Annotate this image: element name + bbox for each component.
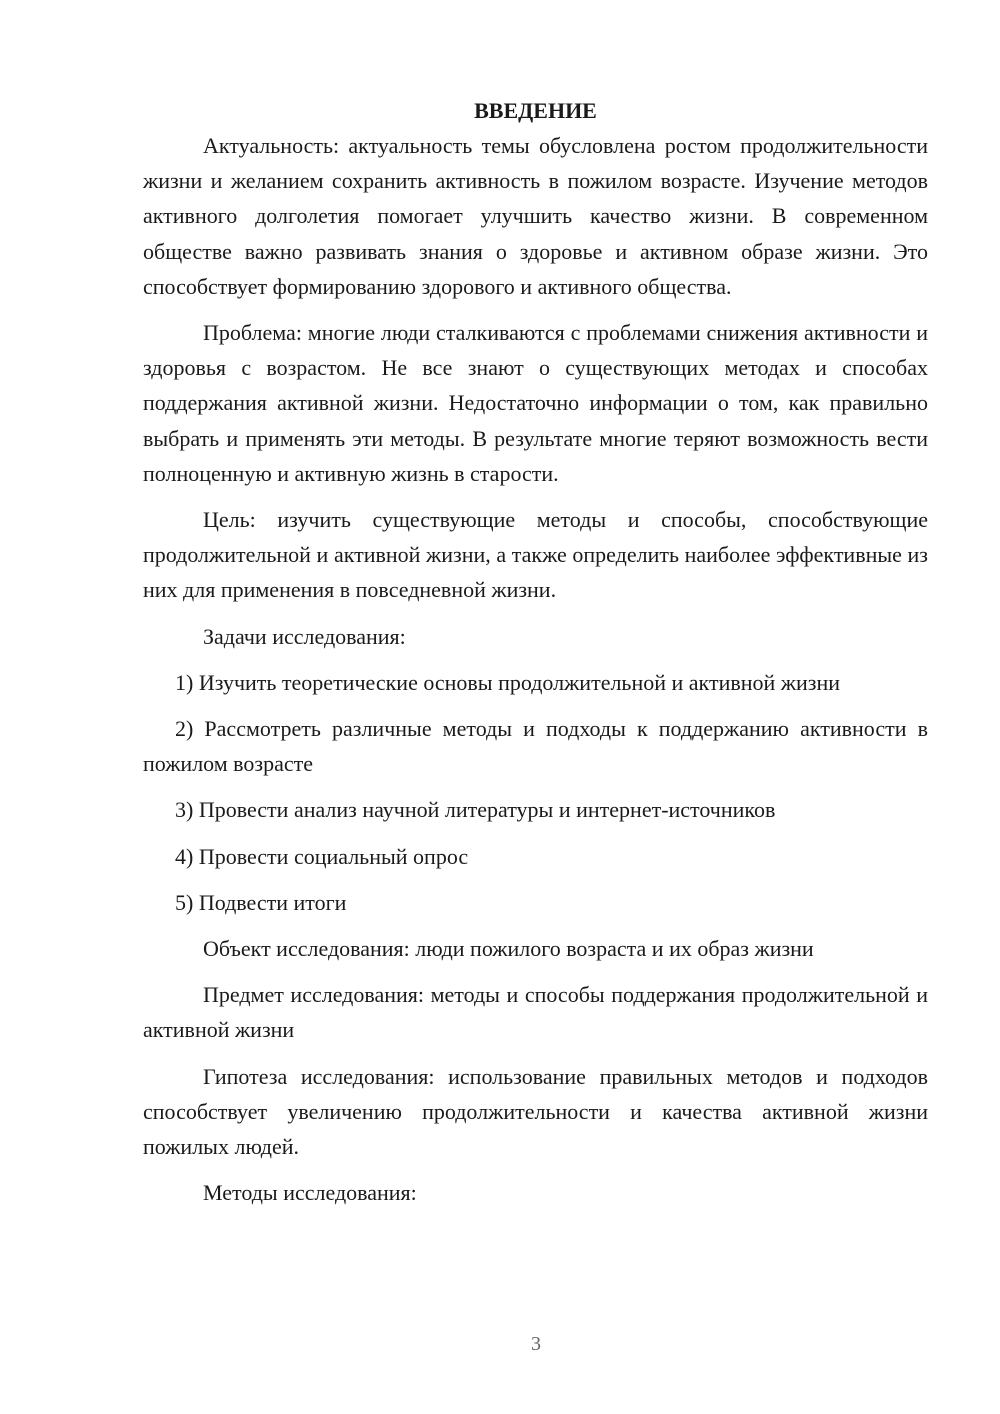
paragraph-methods: Методы исследования:	[203, 1180, 417, 1206]
paragraph-relevance: Актуальность: актуальность темы обусловлена ростом продолжительности жизни и желанием сохранить активность в пожилом возрасте. Изучение методов активного долголетия помогает улучшить качество жизни. В современном обществе важно развивать знания о здоровье и активном образе жизни. Это способствует формированию здорового и активного общества.	[143, 133, 928, 299]
task-item-2: 2) Рассмотреть различные методы и подходы к поддержанию активности в пожилом возрасте	[143, 716, 928, 777]
page-number: 3	[531, 1333, 541, 1355]
paragraph-subject: Предмет исследования: методы и способы поддержания продолжительной и активной жизни	[143, 982, 928, 1043]
paragraph-goal: Цель: изучить существующие методы и способы, способствующие продолжительной и активной жизни, а также определить наиболее эффективные из них для применения в повседневной жизни.	[143, 507, 928, 603]
page-title: ВВЕДЕНИЕ	[474, 98, 597, 123]
task-item-3: 3) Провести анализ научной литературы и интернет-источников	[175, 797, 776, 823]
paragraph-object: Объект исследования: люди пожилого возраста и их образ жизни	[203, 936, 814, 962]
tasks-heading: Задачи исследования:	[203, 623, 406, 649]
task-item-4: 4) Провести социальный опрос	[175, 843, 469, 869]
paragraph-hypothesis: Гипотеза исследования: использование правильных методов и подходов способствует увеличению продолжительности и качества активной жизни пожилых людей.	[143, 1063, 928, 1160]
task-item-1: 1) Изучить теоретические основы продолжительной и активной жизни	[175, 669, 840, 695]
paragraph-problem: Проблема: многие люди сталкиваются с проблемами снижения активности и здоровья с возрастом. Не все знают о существующих методах и способах поддержания активной жизни. Недостаточно информации о том, как правильно выбрать и применять эти методы. В результате многие теряют возможность вести полноценную и активную жизнь в старости.	[143, 320, 928, 486]
page-content	[143, 93, 928, 1221]
task-item-5: 5) Подвести итоги	[175, 889, 347, 915]
